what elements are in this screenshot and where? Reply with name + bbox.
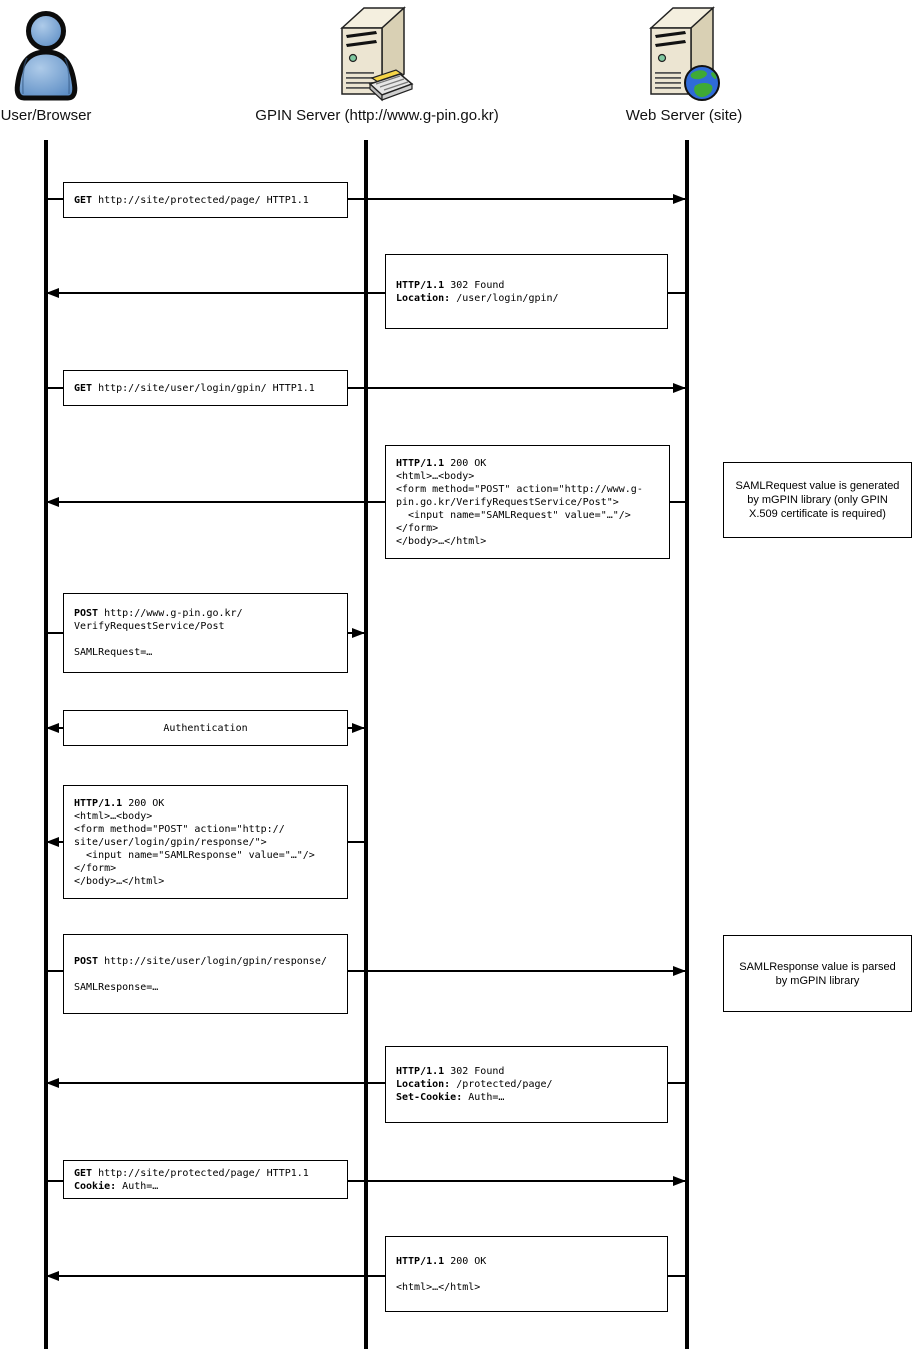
arrowhead-left-icon (46, 1271, 59, 1281)
message-200-ok-samlresponse-form: HTTP/1.1 200 OK <html>…<body> <form method="POST" action="http:// site/user/login/gpin/response/"> <input name="SAMLResponse" value="…"/> </form> </body>…</html> (63, 785, 348, 899)
lifeline-gpin-server (364, 140, 368, 1349)
actor-label-web-server: Web Server (site) (625, 107, 743, 124)
arrowhead-right-icon (673, 383, 686, 393)
arrowhead-left-icon (46, 723, 59, 733)
person-icon (12, 6, 80, 102)
server-keyboard-icon (332, 2, 414, 106)
arrowhead-right-icon (673, 194, 686, 204)
note-samlresponse-parsed: SAMLResponse value is parsed by mGPIN library (723, 935, 912, 1012)
arrowhead-right-icon (673, 1176, 686, 1186)
arrowhead-right-icon (352, 723, 365, 733)
note-samlrequest-generated: SAMLRequest value is generated by mGPIN library (only GPIN X.509 certificate is required) (723, 462, 912, 538)
message-302-found-set-cookie: HTTP/1.1 302 Found Location: /protected/page/ Set-Cookie: Auth=… (385, 1046, 668, 1123)
server-globe-icon (643, 2, 723, 106)
arrowhead-left-icon (46, 288, 59, 298)
arrowhead-left-icon (46, 837, 59, 847)
message-get-protected-with-cookie: GET http://site/protected/page/ HTTP1.1 Cookie: Auth=… (63, 1160, 348, 1199)
message-get-protected-page: GET http://site/protected/page/ HTTP1.1 (63, 182, 348, 218)
message-get-login-gpin: GET http://site/user/login/gpin/ HTTP1.1 (63, 370, 348, 406)
lifeline-web-server (685, 140, 689, 1349)
arrowhead-right-icon (673, 966, 686, 976)
actor-label-user-browser: User/Browser (0, 107, 92, 124)
arrowhead-left-icon (46, 497, 59, 507)
arrowhead-right-icon (352, 628, 365, 638)
message-200-ok-html: HTTP/1.1 200 OK <html>…</html> (385, 1236, 668, 1312)
message-post-gpin-response: POST http://site/user/login/gpin/response/ SAMLResponse=… (63, 934, 348, 1014)
message-authentication: Authentication (63, 710, 348, 746)
message-post-verify-request-service: POST http://www.g-pin.go.kr/ VerifyRequestService/Post SAMLRequest=… (63, 593, 348, 673)
message-200-ok-samlrequest-form: HTTP/1.1 200 OK <html>…<body> <form method="POST" action="http://www.g- pin.go.kr/VerifyRequestService/Post"> <input name="SAMLRequest" value="…"/> </form> </body>…</html> (385, 445, 670, 559)
arrowhead-left-icon (46, 1078, 59, 1088)
actor-label-gpin-server: GPIN Server (http://www.g-pin.go.kr) (255, 107, 499, 124)
message-302-found-login-gpin: HTTP/1.1 302 Found Location: /user/login/gpin/ (385, 254, 668, 329)
lifeline-user-browser (44, 140, 48, 1349)
